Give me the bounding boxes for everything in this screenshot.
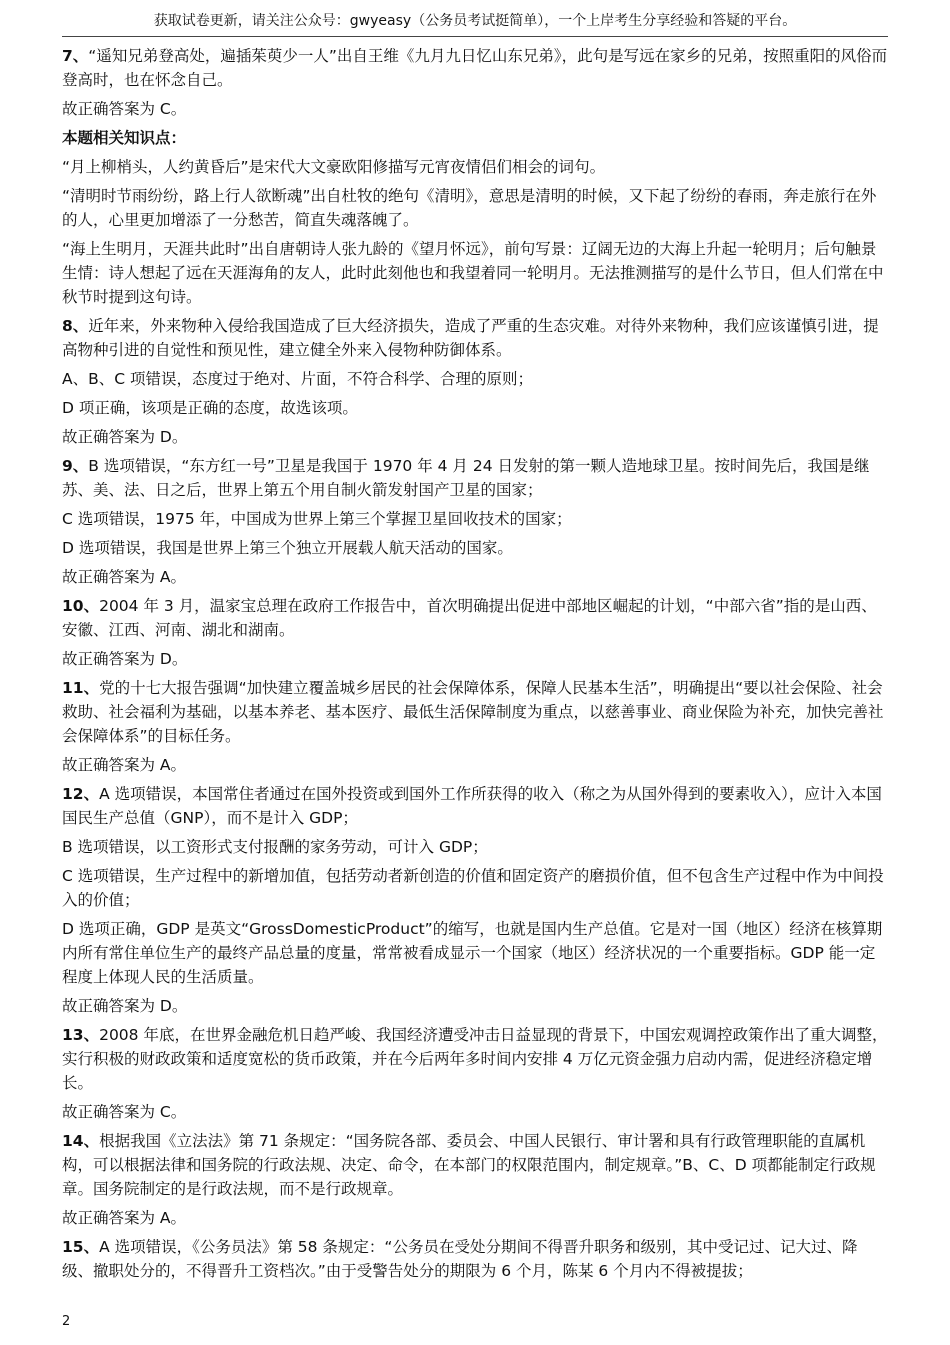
paragraph-text: D 项正确，该项是正确的态度，故选该项。 xyxy=(62,399,358,417)
question-number: 9、 xyxy=(62,457,89,475)
text-paragraph xyxy=(62,647,888,671)
question-paragraph xyxy=(62,454,888,502)
text-paragraph xyxy=(62,1100,888,1124)
question-number: 8、 xyxy=(62,317,89,335)
paragraph-text: 2004 年 3 月，温家宝总理在政府工作报告中，首次明确提出促进中部地区崛起的计划，“中部六省”指的是山西、安徽、江西、河南、湖北和湖南。 xyxy=(62,597,877,639)
question-paragraph xyxy=(62,782,888,830)
section-heading: 本题相关知识点： xyxy=(62,129,187,147)
question-number: 15、 xyxy=(62,1238,100,1256)
question-number: 10、 xyxy=(62,597,100,615)
question-number: 13、 xyxy=(62,1026,100,1044)
paragraph-text: D 选项正确，GDP 是英文“GrossDomesticProduct”的缩写，也就是国内生产总值。它是对一国（地区）经济在核算期内所有常住单位生产的最终产品总量的度量，常常被看成显示一个国家（地区）经济状况的一个重要指标。GDP 能一定程度上体现人民的生活质量。 xyxy=(62,920,883,986)
text-paragraph xyxy=(62,1206,888,1230)
text-paragraph xyxy=(62,184,888,232)
text-paragraph xyxy=(62,97,888,121)
text-paragraph xyxy=(62,536,888,560)
page-header: 获取试卷更新，请关注公众号：gwyeasy（公务员考试挺简单），一个上岸考生分享经验和答疑的平台。 xyxy=(62,10,888,37)
paragraph-text: 故正确答案为 D。 xyxy=(62,997,188,1015)
paragraph-text: 近年来，外来物种入侵给我国造成了巨大经济损失，造成了严重的生态灾难。对待外来物种，我们应该谨慎引进，提高物种引进的自觉性和预见性，建立健全外来入侵物种防御体系。 xyxy=(62,317,879,359)
paragraph-text: 根据我国《立法法》第 71 条规定：“国务院各部、委员会、中国人民银行、审计署和具有行政管理职能的直属机构，可以根据法律和国务院的行政法规、决定、命令，在本部门的权限范围内，制定规章。”B、C、D 项都能制定行政规章。国务院制定的是行政法规，而不是行政规章。 xyxy=(62,1132,876,1198)
document-body xyxy=(62,44,888,1288)
text-paragraph xyxy=(62,864,888,912)
text-paragraph xyxy=(62,237,888,309)
paragraph-text: D 选项错误，我国是世界上第三个独立开展载人航天活动的国家。 xyxy=(62,539,513,557)
paragraph-text: 故正确答案为 C。 xyxy=(62,1103,187,1121)
paragraph-text: C 选项错误，1975 年，中国成为世界上第三个掌握卫星回收技术的国家； xyxy=(62,510,572,528)
paragraph-text: 党的十七大报告强调“加快建立覆盖城乡居民的社会保障体系，保障人民基本生活”，明确提出“要以社会保险、社会救助、社会福利为基础，以基本养老、基本医疗、最低生活保障制度为重点，以慈善事业、商业保险为补充，加快完善社会保障体系”的目标任务。 xyxy=(62,679,884,745)
question-paragraph xyxy=(62,594,888,642)
question-paragraph xyxy=(62,1023,888,1095)
paragraph-text: 2008 年底，在世界金融危机日趋严峻、我国经济遭受冲击日益显现的背景下，中国宏观调控政策作出了重大调整，实行积极的财政政策和适度宽松的货币政策，并在今后两年多时间内安排 4 万亿元资金强力启动内需，促进经济稳定增长。 xyxy=(62,1026,888,1092)
question-paragraph xyxy=(62,44,888,92)
question-paragraph xyxy=(62,1235,888,1283)
paragraph-text: A 选项错误，《公务员法》第 58 条规定：“公务员在受处分期间不得晋升职务和级别，其中受记过、记大过、降级、撤职处分的，不得晋升工资档次。”由于受警告处分的期限为 6 个月，陈某 6 个月内不得被提拔； xyxy=(62,1238,858,1280)
paragraph-text: 故正确答案为 A。 xyxy=(62,568,187,586)
question-paragraph xyxy=(62,1129,888,1201)
paragraph-text: A 选项错误，本国常住者通过在国外投资或到国外工作所获得的收入（称之为从国外得到的要素收入），应计入本国国民生产总值（GNP），而不是计入 GDP； xyxy=(62,785,882,827)
page-number: 2 xyxy=(62,1314,71,1329)
paragraph-text: 故正确答案为 D。 xyxy=(62,650,188,668)
paragraph-text: 故正确答案为 A。 xyxy=(62,1209,187,1227)
question-number: 11、 xyxy=(62,679,100,697)
paragraph-text: 故正确答案为 C。 xyxy=(62,100,187,118)
question-paragraph xyxy=(62,314,888,362)
question-paragraph xyxy=(62,676,888,748)
text-paragraph xyxy=(62,835,888,859)
paragraph-text: A、B、C 项错误，态度过于绝对、片面，不符合科学、合理的原则； xyxy=(62,370,533,388)
paragraph-text: 故正确答案为 D。 xyxy=(62,428,188,446)
paragraph-text: B 选项错误，以工资形式支付报酬的家务劳动，可计入 GDP； xyxy=(62,838,488,856)
paragraph-text: 故正确答案为 A。 xyxy=(62,756,187,774)
text-paragraph xyxy=(62,507,888,531)
paragraph-text: “海上生明月，天涯共此时”出自唐朝诗人张九龄的《望月怀远》，前句写景：辽阔无边的大海上升起一轮明月；后句触景生情：诗人想起了远在天涯海角的友人，此时此刻他也和我望着同一轮明月。无法推测描写的是什么节日，但人们常在中秋节时提到这句诗。 xyxy=(62,240,884,306)
text-paragraph xyxy=(62,753,888,777)
text-paragraph xyxy=(62,565,888,589)
paragraph-text: “遥知兄弟登高处，遍插茱萸少一人”出自王维《九月九日忆山东兄弟》，此句是写远在家乡的兄弟，按照重阳的风俗而登高时，也在怀念自己。 xyxy=(62,47,888,89)
paragraph-text: B 选项错误，“东方红一号”卫星是我国于 1970 年 4 月 24 日发射的第一颗人造地球卫星。按时间先后，我国是继苏、美、法、日之后，世界上第五个用自制火箭发射国产卫星的国家； xyxy=(62,457,870,499)
question-number: 7、 xyxy=(62,47,89,65)
paragraph-text: “月上柳梢头，人约黄昏后”是宋代大文豪欧阳修描写元宵夜情侣们相会的词句。 xyxy=(62,158,606,176)
text-paragraph xyxy=(62,155,888,179)
question-number: 12、 xyxy=(62,785,100,803)
text-paragraph xyxy=(62,994,888,1018)
text-paragraph xyxy=(62,396,888,420)
paragraph-text: C 选项错误，生产过程中的新增加值，包括劳动者新创造的价值和固定资产的磨损价值，但不包含生产过程中作为中间投入的价值； xyxy=(62,867,884,909)
text-paragraph xyxy=(62,367,888,391)
question-number: 14、 xyxy=(62,1132,100,1150)
paragraph-text: “清明时节雨纷纷，路上行人欲断魂”出自杜牧的绝句《清明》，意思是清明的时候，又下起了纷纷的春雨，奔走旅行在外的人，心里更加增添了一分愁苦，简直失魂落魄了。 xyxy=(62,187,877,229)
text-paragraph xyxy=(62,425,888,449)
text-paragraph xyxy=(62,917,888,989)
